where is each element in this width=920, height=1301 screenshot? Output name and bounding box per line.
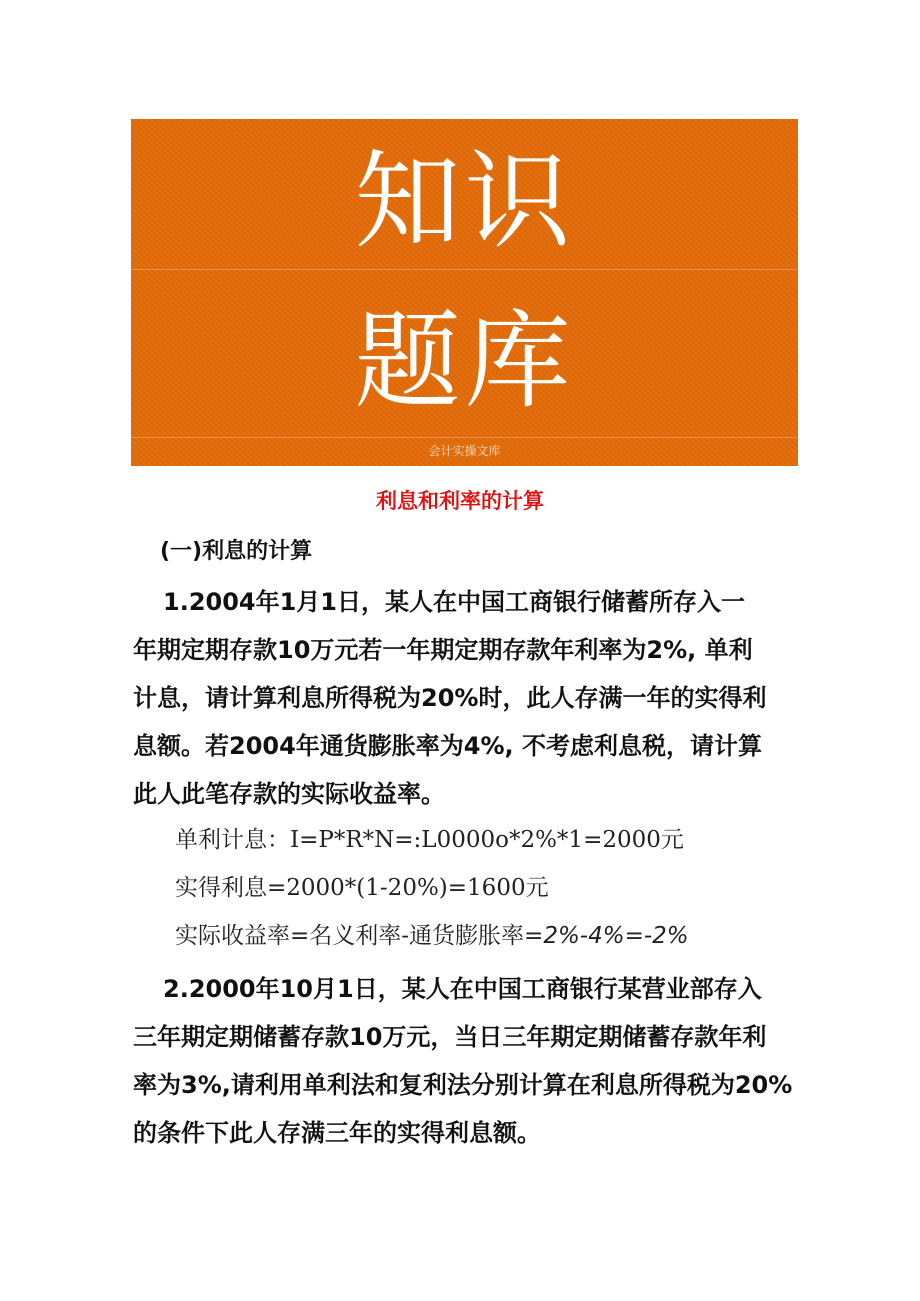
banner-title-line-1: 知识 bbox=[354, 140, 575, 263]
section-heading: (一)利息的计算 bbox=[160, 539, 313, 564]
question-line: 三年期定期储蓄存款10万元，当日三年期定期储蓄存款年利 bbox=[133, 1023, 767, 1051]
document-title: 利息和利率的计算 bbox=[376, 489, 544, 513]
question-line: 率为3%,请利用单利法和复利法分别计算在利息所得税为20% bbox=[133, 1071, 793, 1099]
answer-real-return-formula: 实际收益率=名义利率-通货膨胀率 bbox=[175, 923, 525, 949]
question-1 bbox=[133, 578, 813, 818]
answer-net-interest: 实得利息=2000*(1-20%)=1600元 bbox=[175, 875, 549, 901]
question-line: 此人此笔存款的实际收益率。 bbox=[133, 780, 445, 808]
answer-real-return bbox=[175, 920, 689, 952]
answer-real-return-value: =2%-4%=-2% bbox=[524, 923, 689, 949]
answer-simple-interest: 单利计息：I=P*R*N=:L0000o*2%*1=2000元 bbox=[175, 827, 684, 853]
banner-divider bbox=[131, 437, 798, 438]
question-line: 年期定期存款10万元若一年期定期存款年利率为2%, 单利 bbox=[133, 636, 753, 664]
banner-title-line-2: 题库 bbox=[354, 300, 575, 423]
question-2 bbox=[133, 965, 813, 1157]
banner-caption: 会计实操文库 bbox=[428, 444, 501, 458]
banner-divider bbox=[131, 269, 798, 270]
question-line: 息额。若2004年通货膨胀率为4%, 不考虑利息税，请计算 bbox=[133, 732, 763, 760]
question-line: 2.2000年10月1日，某人在中国工商银行某营业部存入 bbox=[163, 975, 762, 1003]
question-line: 的条件下此人存满三年的实得利息额。 bbox=[133, 1119, 541, 1147]
question-line: 1.2004年1月1日，某人在中国工商银行储蓄所存入一 bbox=[163, 588, 746, 616]
question-line: 计息，请计算利息所得税为20%时，此人存满一年的实得利 bbox=[133, 684, 767, 712]
knowledge-bank-banner bbox=[131, 119, 798, 466]
